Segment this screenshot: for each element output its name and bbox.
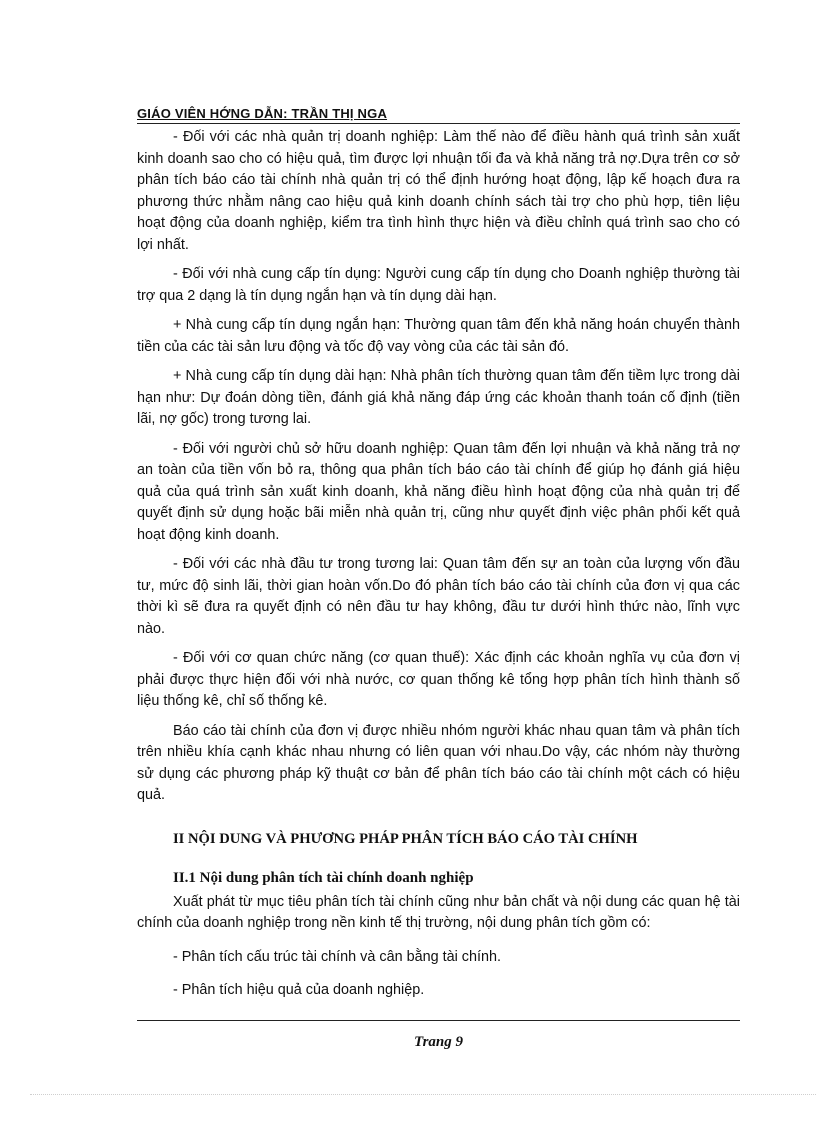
paragraph-summary: Báo cáo tài chính của đơn vị được nhiều nhóm người khác nhau quan tâm và phân tích trên nhiều khía cạnh khác nhau nhưng có liên quan với nhau.Do vậy, các nhóm này thường sử dụng các phương pháp kỹ thuật cơ bản để phân tích báo cáo tài chính một cách có hiệu quả. xyxy=(137,722,740,803)
paragraph-short-term-credit: + Nhà cung cấp tín dụng ngắn hạn: Thường quan tâm đến khả năng hoán chuyển thành tiền của các tài sản lưu động và tốc độ vay vòng của các tài sản đó. xyxy=(137,317,740,355)
page-bottom-border xyxy=(30,1094,816,1095)
paragraph-investors: - Đối với các nhà đầu tư trong tương lai: Quan tâm đến sự an toàn của lượng vốn đầu tư, mức độ sinh lãi, thời gian hoàn vốn.Do đó phân tích báo cáo tài chính của đơn vị qua các thời kì sẽ đưa ra quyết định có nên đầu tư hay không, đầu tư dưới hình thức nào, lĩnh vực nào. xyxy=(137,556,740,637)
paragraph-credit-providers: - Đối với nhà cung cấp tín dụng: Người cung cấp tín dụng cho Doanh nghiệp thường tài trợ qua 2 dạng là tín dụng ngắn hạn và tín dụng dài hạn. xyxy=(137,266,740,304)
paragraph-authorities: - Đối với cơ quan chức năng (cơ quan thuế): Xác định các khoản nghĩa vụ của đơn vị phải được thực hiện đối với nhà nước, cơ quan thống kê tổng hợp phân tích hình thành số liệu thống kê, chỉ số thống kê. xyxy=(137,650,740,709)
list-item: - Phân tích cấu trúc tài chính và cân bằng tài chính. xyxy=(173,948,501,965)
list-item: - Phân tích hiệu quả của doanh nghiệp. xyxy=(173,982,425,998)
paragraph-long-term-credit: + Nhà cung cấp tín dụng dài hạn: Nhà phân tích thường quan tâm đến tiềm lực trong dài hạn như: Dự đoán dòng tiền, đánh giá khả năng đáp ứng các khoản thanh toán cố định (tiền lãi, nợ gốc) trong tương lai. xyxy=(137,368,740,427)
paragraph-owners: - Đối với người chủ sở hữu doanh nghiệp: Quan tâm đến lợi nhuận và khả năng trả nợ an toàn của tiền vốn bỏ ra, thông qua phân tích báo cáo tài chính để giúp họ đánh giá hiệu quả của quá trình sản xuất kinh doanh, khả năng điều hình hoạt động của nhà quản trị để quyết định sử dụng hoặc bãi miễn nhà quản trị, cũng như quyết định việc phân phối kết quả hoạt động kinh doanh. xyxy=(137,440,740,543)
page-number: Trang 9 xyxy=(413,1034,464,1050)
subsection-heading: II.1 Nội dung phân tích tài chính doanh nghiệp xyxy=(173,870,474,886)
footer-divider xyxy=(137,1020,740,1021)
subsection-intro: Xuất phát từ mục tiêu phân tích tài chính cũng như bản chất và nội dung các quan hệ tài chính của doanh nghiệp trong nền kinh tế thị trường, nội dung phân tích gồm có: xyxy=(137,893,740,931)
section-heading: II NỘI DUNG VÀ PHƯƠNG PHÁP PHÂN TÍCH BÁO CÁO TÀI CHÍNH xyxy=(173,830,638,847)
document-body xyxy=(137,127,740,1002)
page-header: GIÁO VIÊN HỚNG DẪN: TRẦN THỊ NGA xyxy=(137,106,740,124)
paragraph-managers: - Đối với các nhà quản trị doanh nghiệp: Làm thế nào để điều hành quá trình sản xuất kinh doanh sao cho có hiệu quả, tìm được lợi nhuận tối đa và khả năng trả nợ.Dựa trên cơ sở phân tích báo cáo tài chính nhà quản trị có thể định hướng hoạt động, lập kế hoạch đưa ra phương thức nhằm nâng cao hiệu quả kinh doanh chính sách tài trợ cho phù hợp, tiên liệu hoạt động của doanh nghiệp, kiểm tra tình hình thực hiện và điều chỉnh quá trình sao cho có lợi nhất. xyxy=(137,129,740,253)
